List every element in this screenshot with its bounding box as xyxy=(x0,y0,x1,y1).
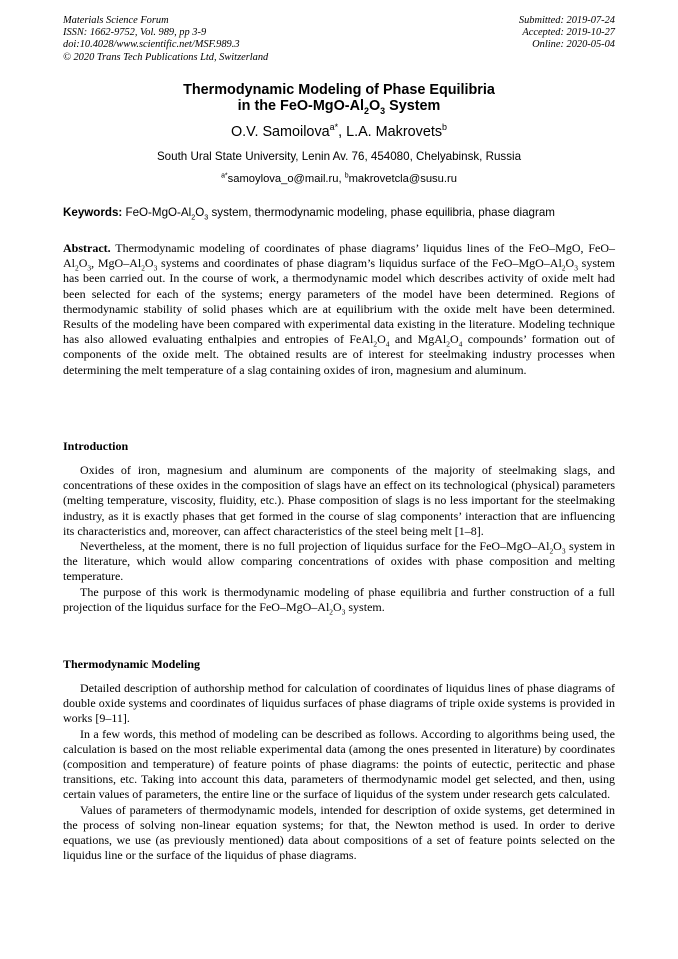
journal-issn: ISSN: 1662-9752, Vol. 989, pp 3-9 xyxy=(63,27,207,39)
journal-info xyxy=(63,15,268,64)
abstract-label: Abstract. xyxy=(63,241,111,255)
author-1: O.V. Samoilova xyxy=(230,124,330,140)
author-list: O.V. Samoilova$^{a*}$, L.A. Makrovets$^b$ xyxy=(230,122,448,140)
title-line-1: Thermodynamic Modeling of Phase Equilibria xyxy=(183,82,495,98)
intro-paragraph-3: The purpose of this work is thermodynamic modeling of phase equilibria and further construction of a full projection of the liquidus surface for the FeO–$MgO-Al_2O_3$ system. xyxy=(63,584,615,617)
intro-paragraph-1: Oxides of iron, magnesium and aluminum are components of the majority of steelmaking slags, and concentrations of these oxides in the composition of slags have an effect on its technological (physical) parameters (melting temperature, viscosity, fluidity, etc.). Phase composition of slags is no less important for the steelmaking industry, as it is exactly phases that get formed in the course of slag components’ interaction that are influencing its characteristics and, moreover, can affect characteristics of the steel being melt [1–8]. xyxy=(63,463,615,538)
online-date: Online: 2020-05-04 xyxy=(532,39,615,51)
intro-paragraph-2: Nevertheless, at the moment, there is no full projection of liquidus surface for the FeO–$MgO-Al_2O_3$ system in the literature, which would allow comparing concentrations of oxides with phase composition and melting temperature. xyxy=(63,539,616,584)
introduction-body xyxy=(63,463,615,615)
submitted-date: Submitted: 2019-07-24 xyxy=(518,15,615,26)
author-2: L.A. Makrovets xyxy=(346,124,443,140)
author-1-affil: a* xyxy=(329,122,339,133)
email-2[interactable]: makrovetcla@susu.ru xyxy=(348,173,457,185)
keywords-label: Keywords: xyxy=(63,206,123,219)
journal-copyright: © 2020 Trans Tech Publications Ltd, Switzerland xyxy=(63,51,269,63)
paper-title xyxy=(0,82,678,115)
journal-doi[interactable]: doi:10.4028/www.scientific.net/MSF.989.3 xyxy=(63,39,240,51)
title-line-2: in the FeO-$MgO-Al_2O_3$ System xyxy=(237,98,441,117)
submission-dates xyxy=(519,15,615,52)
abstract xyxy=(63,241,615,378)
journal-name: Materials Science Forum xyxy=(63,15,169,26)
email-1[interactable]: samoylova_o@mail.ru, xyxy=(227,173,345,185)
modeling-body xyxy=(63,681,615,863)
abstract-paragraph: Abstract. Thermodynamic modeling of coordinates of phase diagrams’ liquidus lines of the FeO–MgO, FeO–$Al_2O_3$, MgO–$Al_2O_3$ systems and coordinates of phase diagram’s liquidus surface of the FeO–$MgO-Al_2O_3$ system has been carried out. In the course of work, a thermodynamic model which describes activity of oxide melt had been selected for each of the systems; energy parameters of the model have been determined. Regions of thermodynamic stability of solid phases which are at equilibrium with the oxide melt have been determined. Results of the modeling have been compared with experimental data existing in the literature. Modeling technique has also allowed evaluating enthalpies and entropies of $FeAl_2O_4$ and $MgAl_2O_4$ compounds’ formation out of components of the oxide melt. The obtained results are of interest for steelmaking industry processes when determining the melt temperature of a slag containing oxides of iron, magnesium and aluminum. xyxy=(63,241,615,377)
affiliation: South Ural State University, Lenin Av. 76, 454080, Chelyabinsk, Russia xyxy=(156,150,522,163)
keywords: Keywords: FeO-$MgO-Al_2O_3$ system, thermodynamic modeling, phase equilibria, phase diagram xyxy=(63,206,555,222)
accepted-date: Accepted: 2019-10-27 xyxy=(522,27,615,39)
author-2-affil: b xyxy=(442,122,448,133)
author-emails: $^{a*}$samoylova_o@mail.ru, $^b$makrovetcla@susu.ru xyxy=(221,172,457,185)
section-heading-introduction: Introduction xyxy=(63,439,129,453)
modeling-paragraph-1: Detailed description of authorship method for calculation of coordinates of liquidus lines of phase diagrams of double oxide systems and coordinates of liquidus surfaces of phase diagrams of triple oxide systems is provided in works [9–11]. xyxy=(63,681,615,726)
modeling-paragraph-2: In a few words, this method of modeling can be described as follows. According to algorithms being used, the calculation is based on the most reliable experimental data (among the ones presented in literature) by coordinates (composition and temperature) of feature points of phase diagrams: the points of eutectic, peritectic and phase transitions, etc. Taking into account this data, parameters of thermodynamic model get selected, and then, using certain values of parameters, the entire line or the surface of liquidus of the system under research gets calculated. xyxy=(63,726,615,802)
section-heading-thermodynamic-modeling: Thermodynamic Modeling xyxy=(63,657,200,671)
modeling-paragraph-3: Values of parameters of thermodynamic models, intended for description of oxide systems, get determined in the process of solving non-linear equation systems; for that, the Newton method is used. In order to derive equations, we use (as previously mentioned) data about compositions of a set of feature points selected on the liquidus line or the surface of the liquidus of phase diagrams. xyxy=(63,802,615,863)
